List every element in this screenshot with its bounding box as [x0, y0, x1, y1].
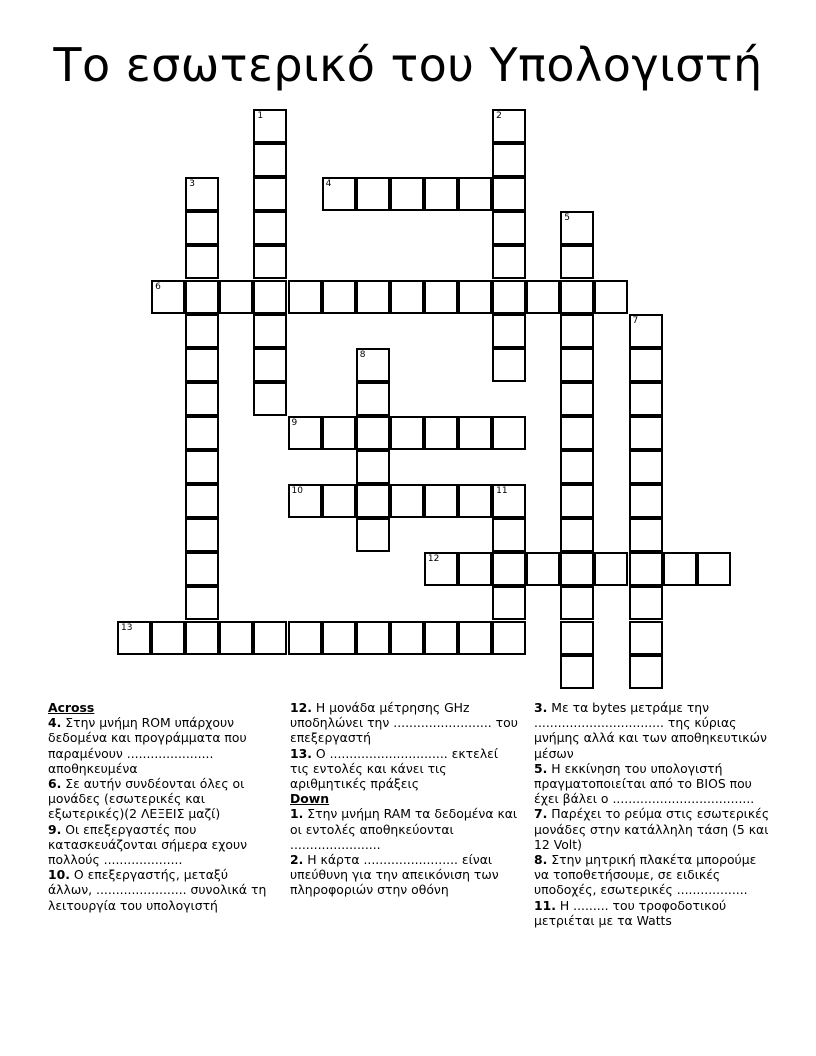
- clue: [290, 700, 518, 746]
- grid-cell[interactable]: [560, 416, 594, 450]
- grid-cell[interactable]: [253, 211, 287, 245]
- grid-cell[interactable]: [663, 552, 697, 586]
- clue-text: Σε αυτήν συνδέονται όλες οι μονάδες (εσωτερικές και εξωτερικές)(2 ΛΕΞΕΙΣ μαζί): [48, 776, 245, 822]
- clue-label: 5.: [534, 760, 548, 776]
- clue-text: Η ......... του τροφοδοτικού μετριέται με τα Watts: [534, 897, 727, 928]
- grid-cell[interactable]: [492, 621, 526, 655]
- clue-label: 12.: [290, 700, 312, 715]
- clue-text: Ο .............................. εκτελεί τις εντολές και κάνει τις αριθμητικές πράξεις: [290, 745, 499, 792]
- grid-cell[interactable]: [629, 586, 663, 620]
- grid-cell[interactable]: [560, 245, 594, 279]
- grid-cell[interactable]: [322, 280, 356, 314]
- grid-cell[interactable]: [253, 621, 287, 655]
- grid-cell[interactable]: [629, 621, 663, 655]
- grid-cell[interactable]: [185, 518, 219, 552]
- down-heading: Down: [290, 791, 330, 807]
- grid-cell[interactable]: [253, 143, 287, 177]
- grid-cell[interactable]: [458, 621, 492, 655]
- grid-cell[interactable]: [560, 621, 594, 655]
- grid-cell[interactable]: [492, 314, 526, 348]
- grid-cell[interactable]: [424, 177, 458, 211]
- grid-cell[interactable]: [151, 280, 185, 314]
- clue: [534, 806, 770, 852]
- grid-cell[interactable]: [185, 450, 219, 484]
- clue-text: Οι επεξεργαστές που κατασκευάζονται σήμερα εχουν πολλούς ....................: [48, 821, 248, 868]
- grid-cell[interactable]: [629, 655, 663, 689]
- grid-cell[interactable]: [560, 655, 594, 689]
- clue-number: 4: [325, 179, 332, 190]
- clue-number: 12: [427, 554, 440, 565]
- clue: [48, 776, 268, 822]
- clue-text: Στην μνήμη ROM υπάρχουν δεδομένα και προγράμματα που παραμένουν ...................... αποθηκευμένα: [48, 715, 247, 776]
- clue: [48, 867, 268, 913]
- clue-number: 10: [291, 486, 303, 497]
- clue-text: Η κάρτα ........................ είναι υπεύθυνη για την απεικόνιση των πληροφοριών στην οθόνη: [290, 852, 499, 898]
- grid-cell[interactable]: [253, 314, 287, 348]
- grid-cell[interactable]: [253, 348, 287, 382]
- grid-cell[interactable]: [560, 586, 594, 620]
- clue: [48, 822, 268, 868]
- grid-cell[interactable]: [458, 552, 492, 586]
- clue-number: 13: [121, 622, 133, 633]
- clue: [534, 852, 770, 898]
- grid-cell[interactable]: [185, 621, 219, 655]
- grid-cell[interactable]: [185, 177, 219, 211]
- grid-cell[interactable]: [424, 416, 458, 450]
- clue-text: Η εκκίνηση του υπολογιστή πραγματοποιείται από το BIOS που έχει βάλει ο ....................................: [534, 760, 755, 807]
- grid-cell[interactable]: [492, 109, 526, 143]
- grid-cell[interactable]: [185, 314, 219, 348]
- grid-cell[interactable]: [560, 450, 594, 484]
- clue-label: 6.: [48, 776, 62, 792]
- grid-cell[interactable]: [594, 280, 628, 314]
- clue-text: Ο επεξεργαστής, μεταξύ άλλων, ....................... συνολικά τη λειτουργία του υπολογιστή: [48, 867, 267, 913]
- clue-label: 13.: [290, 745, 312, 761]
- grid-cell[interactable]: [390, 280, 424, 314]
- page-title: Το εσωτερικό του Υπολογιστή: [53, 38, 763, 92]
- grid-cell[interactable]: [560, 211, 594, 245]
- clue-label: 11.: [534, 897, 556, 913]
- clues-column-2: [290, 700, 518, 898]
- grid-cell[interactable]: [117, 621, 151, 655]
- grid-cell[interactable]: [560, 314, 594, 348]
- clue-number: 3: [189, 179, 195, 190]
- grid-cell[interactable]: [629, 484, 663, 518]
- grid-cell[interactable]: [629, 382, 663, 416]
- grid-cell[interactable]: [288, 280, 322, 314]
- grid-cell[interactable]: [185, 586, 219, 620]
- grid-cell[interactable]: [458, 416, 492, 450]
- grid-cell[interactable]: [253, 382, 287, 416]
- grid-cell[interactable]: [356, 484, 390, 518]
- grid-cell[interactable]: [492, 245, 526, 279]
- clue-label: 7.: [534, 806, 548, 822]
- clue-number: 7: [632, 315, 639, 326]
- grid-cell[interactable]: [185, 280, 219, 314]
- grid-cell[interactable]: [492, 552, 526, 586]
- clue-number: 6: [155, 281, 161, 292]
- grid-cell[interactable]: [185, 416, 219, 450]
- grid-cell[interactable]: [185, 245, 219, 279]
- grid-cell[interactable]: [492, 177, 526, 211]
- grid-cell[interactable]: [424, 552, 458, 586]
- clue-number: 9: [291, 417, 298, 428]
- grid-cell[interactable]: [288, 621, 322, 655]
- clue-number: 8: [359, 349, 366, 360]
- grid-cell[interactable]: [629, 450, 663, 484]
- grid-cell[interactable]: [356, 518, 390, 552]
- clue: [48, 715, 268, 776]
- grid-cell[interactable]: [492, 484, 526, 518]
- grid-cell[interactable]: [185, 382, 219, 416]
- clue-label: 4.: [48, 715, 62, 731]
- grid-cell[interactable]: [253, 245, 287, 279]
- grid-cell[interactable]: [492, 143, 526, 177]
- grid-cell[interactable]: [356, 450, 390, 484]
- clues-column-1: [48, 700, 268, 913]
- grid-cell[interactable]: [492, 211, 526, 245]
- grid-cell[interactable]: [424, 621, 458, 655]
- grid-cell[interactable]: [322, 416, 356, 450]
- grid-cell[interactable]: [185, 484, 219, 518]
- grid-cell[interactable]: [560, 552, 594, 586]
- grid-cell[interactable]: [288, 484, 322, 518]
- clue-text: Στην μητρική πλακέτα μπορούμε να τοποθετήσουμε, σε ειδικές υποδοχές, εσωτερικές ..................: [534, 852, 757, 898]
- clue: [534, 898, 770, 928]
- grid-cell[interactable]: [492, 416, 526, 450]
- grid-cell[interactable]: [458, 484, 492, 518]
- clue-label: 2.: [290, 852, 304, 868]
- grid-cell[interactable]: [253, 109, 287, 143]
- grid-cell[interactable]: [560, 280, 594, 314]
- grid-cell[interactable]: [356, 348, 390, 382]
- grid-cell[interactable]: [253, 177, 287, 211]
- clue-text: Η μονάδα μέτρησης GHz υποδηλώνει την ......................... του επεξεργαστή: [290, 700, 518, 746]
- grid-cell[interactable]: [356, 177, 390, 211]
- grid-cell[interactable]: [322, 621, 356, 655]
- clue-label: 9.: [48, 821, 62, 837]
- grid-cell[interactable]: [390, 177, 424, 211]
- grid-cell[interactable]: [560, 382, 594, 416]
- grid-cell[interactable]: [390, 484, 424, 518]
- clue: [290, 852, 518, 898]
- grid-cell[interactable]: [492, 586, 526, 620]
- grid-cell[interactable]: [560, 348, 594, 382]
- grid-cell[interactable]: [526, 552, 560, 586]
- across-heading: Across: [48, 700, 95, 715]
- grid-cell[interactable]: [253, 280, 287, 314]
- grid-cell[interactable]: [458, 280, 492, 314]
- grid-cell[interactable]: [629, 348, 663, 382]
- grid-cell[interactable]: [185, 348, 219, 382]
- grid-cell[interactable]: [629, 416, 663, 450]
- grid-cell[interactable]: [185, 211, 219, 245]
- grid-cell[interactable]: [356, 280, 390, 314]
- clue-number: 11: [496, 486, 508, 497]
- clue-number: 5: [564, 213, 571, 224]
- grid-cell[interactable]: [697, 552, 731, 586]
- grid-cell[interactable]: [629, 518, 663, 552]
- clue-number: 1: [257, 111, 264, 121]
- grid-cell[interactable]: [424, 280, 458, 314]
- clue: [534, 761, 770, 807]
- grid-cell[interactable]: [185, 552, 219, 586]
- grid-cell[interactable]: [492, 348, 526, 382]
- clue-text: Στην μνήμη RAM τα δεδομένα και οι εντολές αποθηκεύονται .......................: [290, 806, 518, 852]
- clue: [290, 806, 518, 852]
- clue-label: 8.: [534, 852, 548, 868]
- grid-cell[interactable]: [219, 621, 253, 655]
- grid-cell[interactable]: [288, 416, 322, 450]
- grid-cell[interactable]: [219, 280, 253, 314]
- grid-cell[interactable]: [458, 177, 492, 211]
- grid-cell[interactable]: [322, 177, 356, 211]
- clue-text: Παρέχει το ρεύμα στις εσωτερικές μονάδες στην κατάλληλη τάση (5 και 12 Volt): [534, 806, 770, 852]
- grid-cell[interactable]: [560, 518, 594, 552]
- grid-cell[interactable]: [594, 552, 628, 586]
- grid-cell[interactable]: [526, 280, 560, 314]
- grid-cell[interactable]: [629, 552, 663, 586]
- clue: [534, 700, 770, 761]
- grid-cell[interactable]: [356, 382, 390, 416]
- grid-cell[interactable]: [322, 484, 356, 518]
- grid-cell[interactable]: [424, 484, 458, 518]
- grid-cell[interactable]: [356, 621, 390, 655]
- grid-cell[interactable]: [390, 621, 424, 655]
- clue-number: 2: [496, 111, 502, 121]
- clues-column-3: [534, 700, 770, 928]
- clue-label: 3.: [534, 700, 548, 715]
- grid-cell[interactable]: [492, 280, 526, 314]
- grid-cell[interactable]: [629, 314, 663, 348]
- grid-cell[interactable]: [151, 621, 185, 655]
- grid-cell[interactable]: [560, 484, 594, 518]
- grid-cell[interactable]: [356, 416, 390, 450]
- clue: [290, 746, 518, 792]
- clue-text: Με τα bytes μετράμε την ................................. της κύριας μνήμης αλλά και των αποθηκευτικών μέσων: [534, 700, 767, 761]
- clue-label: 10.: [48, 867, 70, 883]
- clue-label: 1.: [290, 806, 304, 822]
- grid-cell[interactable]: [390, 416, 424, 450]
- grid-cell[interactable]: [492, 518, 526, 552]
